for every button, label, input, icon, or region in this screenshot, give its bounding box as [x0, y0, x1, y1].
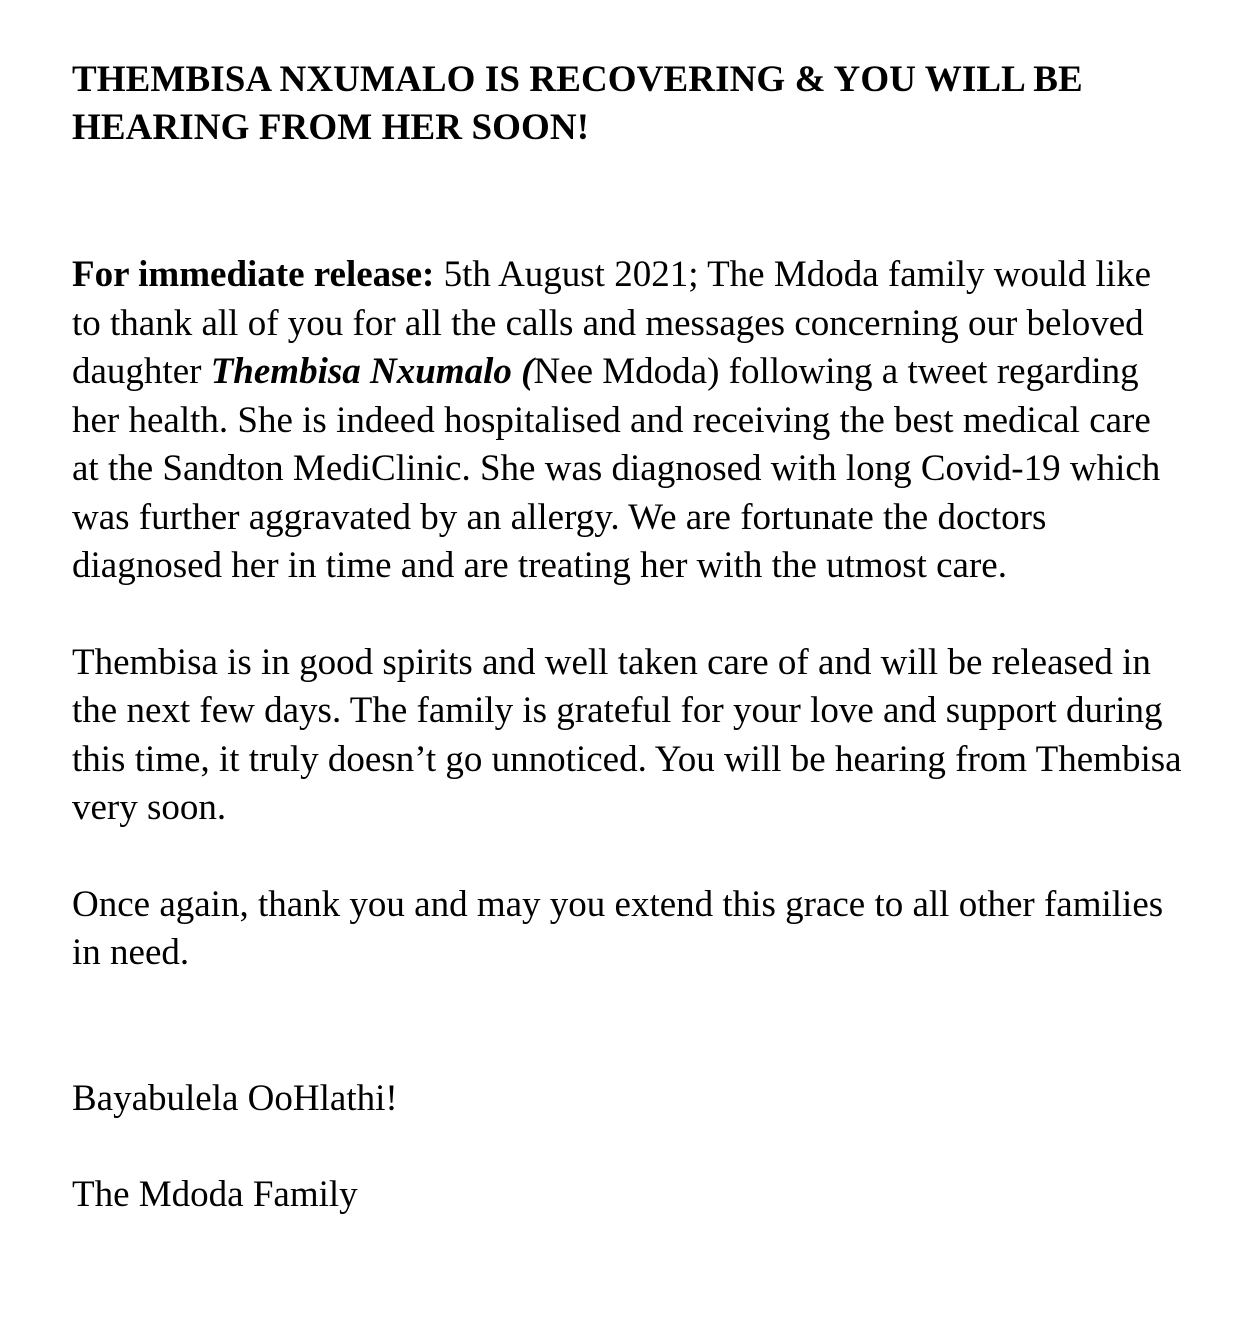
paragraph-announcement: [72, 251, 1182, 591]
paragraph-thanks: Once again, thank you and may you extend this grace to all other families in need.: [72, 883, 1164, 973]
daughter-name: Thembisa Nxumalo (: [210, 351, 534, 392]
paragraph-update: Thembisa is in good spirits and well taken care of and will be released in the next few days. The family is grateful for your love and support during this time, it truly doesn’t go unnoticed. You will be hearing from Thembisa very soon.: [72, 641, 1182, 828]
headline: THEMBISA NXUMALO IS RECOVERING & YOU WILL BE HEARING FROM HER SOON!: [72, 59, 1083, 148]
announcement-text-a: 5th August 2021; The Mdoda family would like to thank all of you for all the calls and messages concerning our beloved daughter: [72, 254, 1151, 392]
signature: The Mdoda Family: [72, 1174, 358, 1215]
announcement-text-b: Nee Mdoda) following a tweet regarding her health. She is indeed hospitalised and receiving the best medical care at the Sandton MediClinic. She was diagnosed with long Covid-19 which was further aggravated by an allergy. We are fortunate the doctors diagnosed her in time and are treating her with the utmost care.: [72, 351, 1161, 586]
closing-line: Bayabulela OoHlathi!: [72, 1077, 398, 1119]
release-lead: For immediate release:: [72, 254, 435, 295]
press-release: [72, 56, 1182, 1220]
